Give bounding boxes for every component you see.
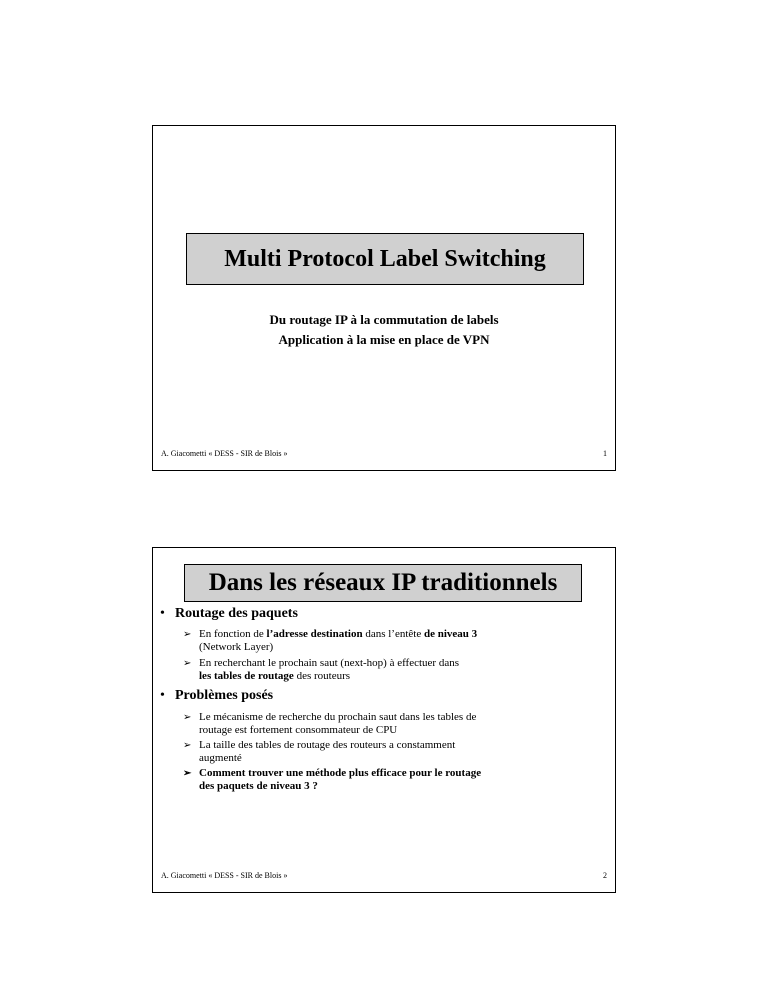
bullet-problemes	[160, 688, 273, 704]
bullet-routage	[160, 606, 298, 622]
sub-item-question: ➢ Comment trouver une méthode plus efficace pour le routage des paquets de niveau 3 ?	[183, 767, 482, 792]
slide-1-footer-author: A. Giacometti « DESS - SIR de Blois »	[161, 449, 288, 458]
slide-1-title: Multi Protocol Label Switching	[186, 233, 584, 285]
slide-2	[152, 547, 616, 893]
sub-item-adresse: ➢ En fonction de l’adresse destination dans l’entête de niveau 3 (Network Layer)	[183, 628, 478, 653]
sub-item-next-hop: ➢ En recherchant le prochain saut (next-hop) à effectuer dans les tables de routage des routeurs	[183, 657, 460, 682]
bullet-dot-icon: •	[160, 688, 165, 703]
sub-item-taille: ➢ La taille des tables de routage des routeurs a constamment augmenté	[183, 739, 456, 764]
slide-2-page-number: 2	[603, 871, 607, 880]
arrow-bullet-icon: ➢	[183, 768, 192, 779]
slide-1-page-number: 1	[603, 449, 607, 458]
slide-2-title: Dans les réseaux IP traditionnels	[184, 564, 582, 602]
bullet-routage-label: Routage des paquets	[175, 606, 298, 621]
arrow-bullet-icon: ➢	[183, 629, 192, 640]
arrow-bullet-icon: ➢	[183, 658, 192, 669]
slide-1-subtitle-2: Application à la mise en place de VPN	[278, 332, 490, 347]
slide-1-subtitle-1: Du routage IP à la commutation de labels	[269, 312, 499, 327]
slide-1	[152, 125, 616, 471]
sub-item-cpu: ➢ Le mécanisme de recherche du prochain saut dans les tables de routage est fortement consommateur de CPU	[183, 711, 477, 736]
arrow-bullet-icon: ➢	[183, 712, 192, 723]
bullet-problemes-label: Problèmes posés	[175, 688, 274, 703]
bullet-dot-icon: •	[160, 606, 165, 621]
slide-2-footer-author: A. Giacometti « DESS - SIR de Blois »	[161, 871, 288, 880]
arrow-bullet-icon: ➢	[183, 740, 192, 751]
